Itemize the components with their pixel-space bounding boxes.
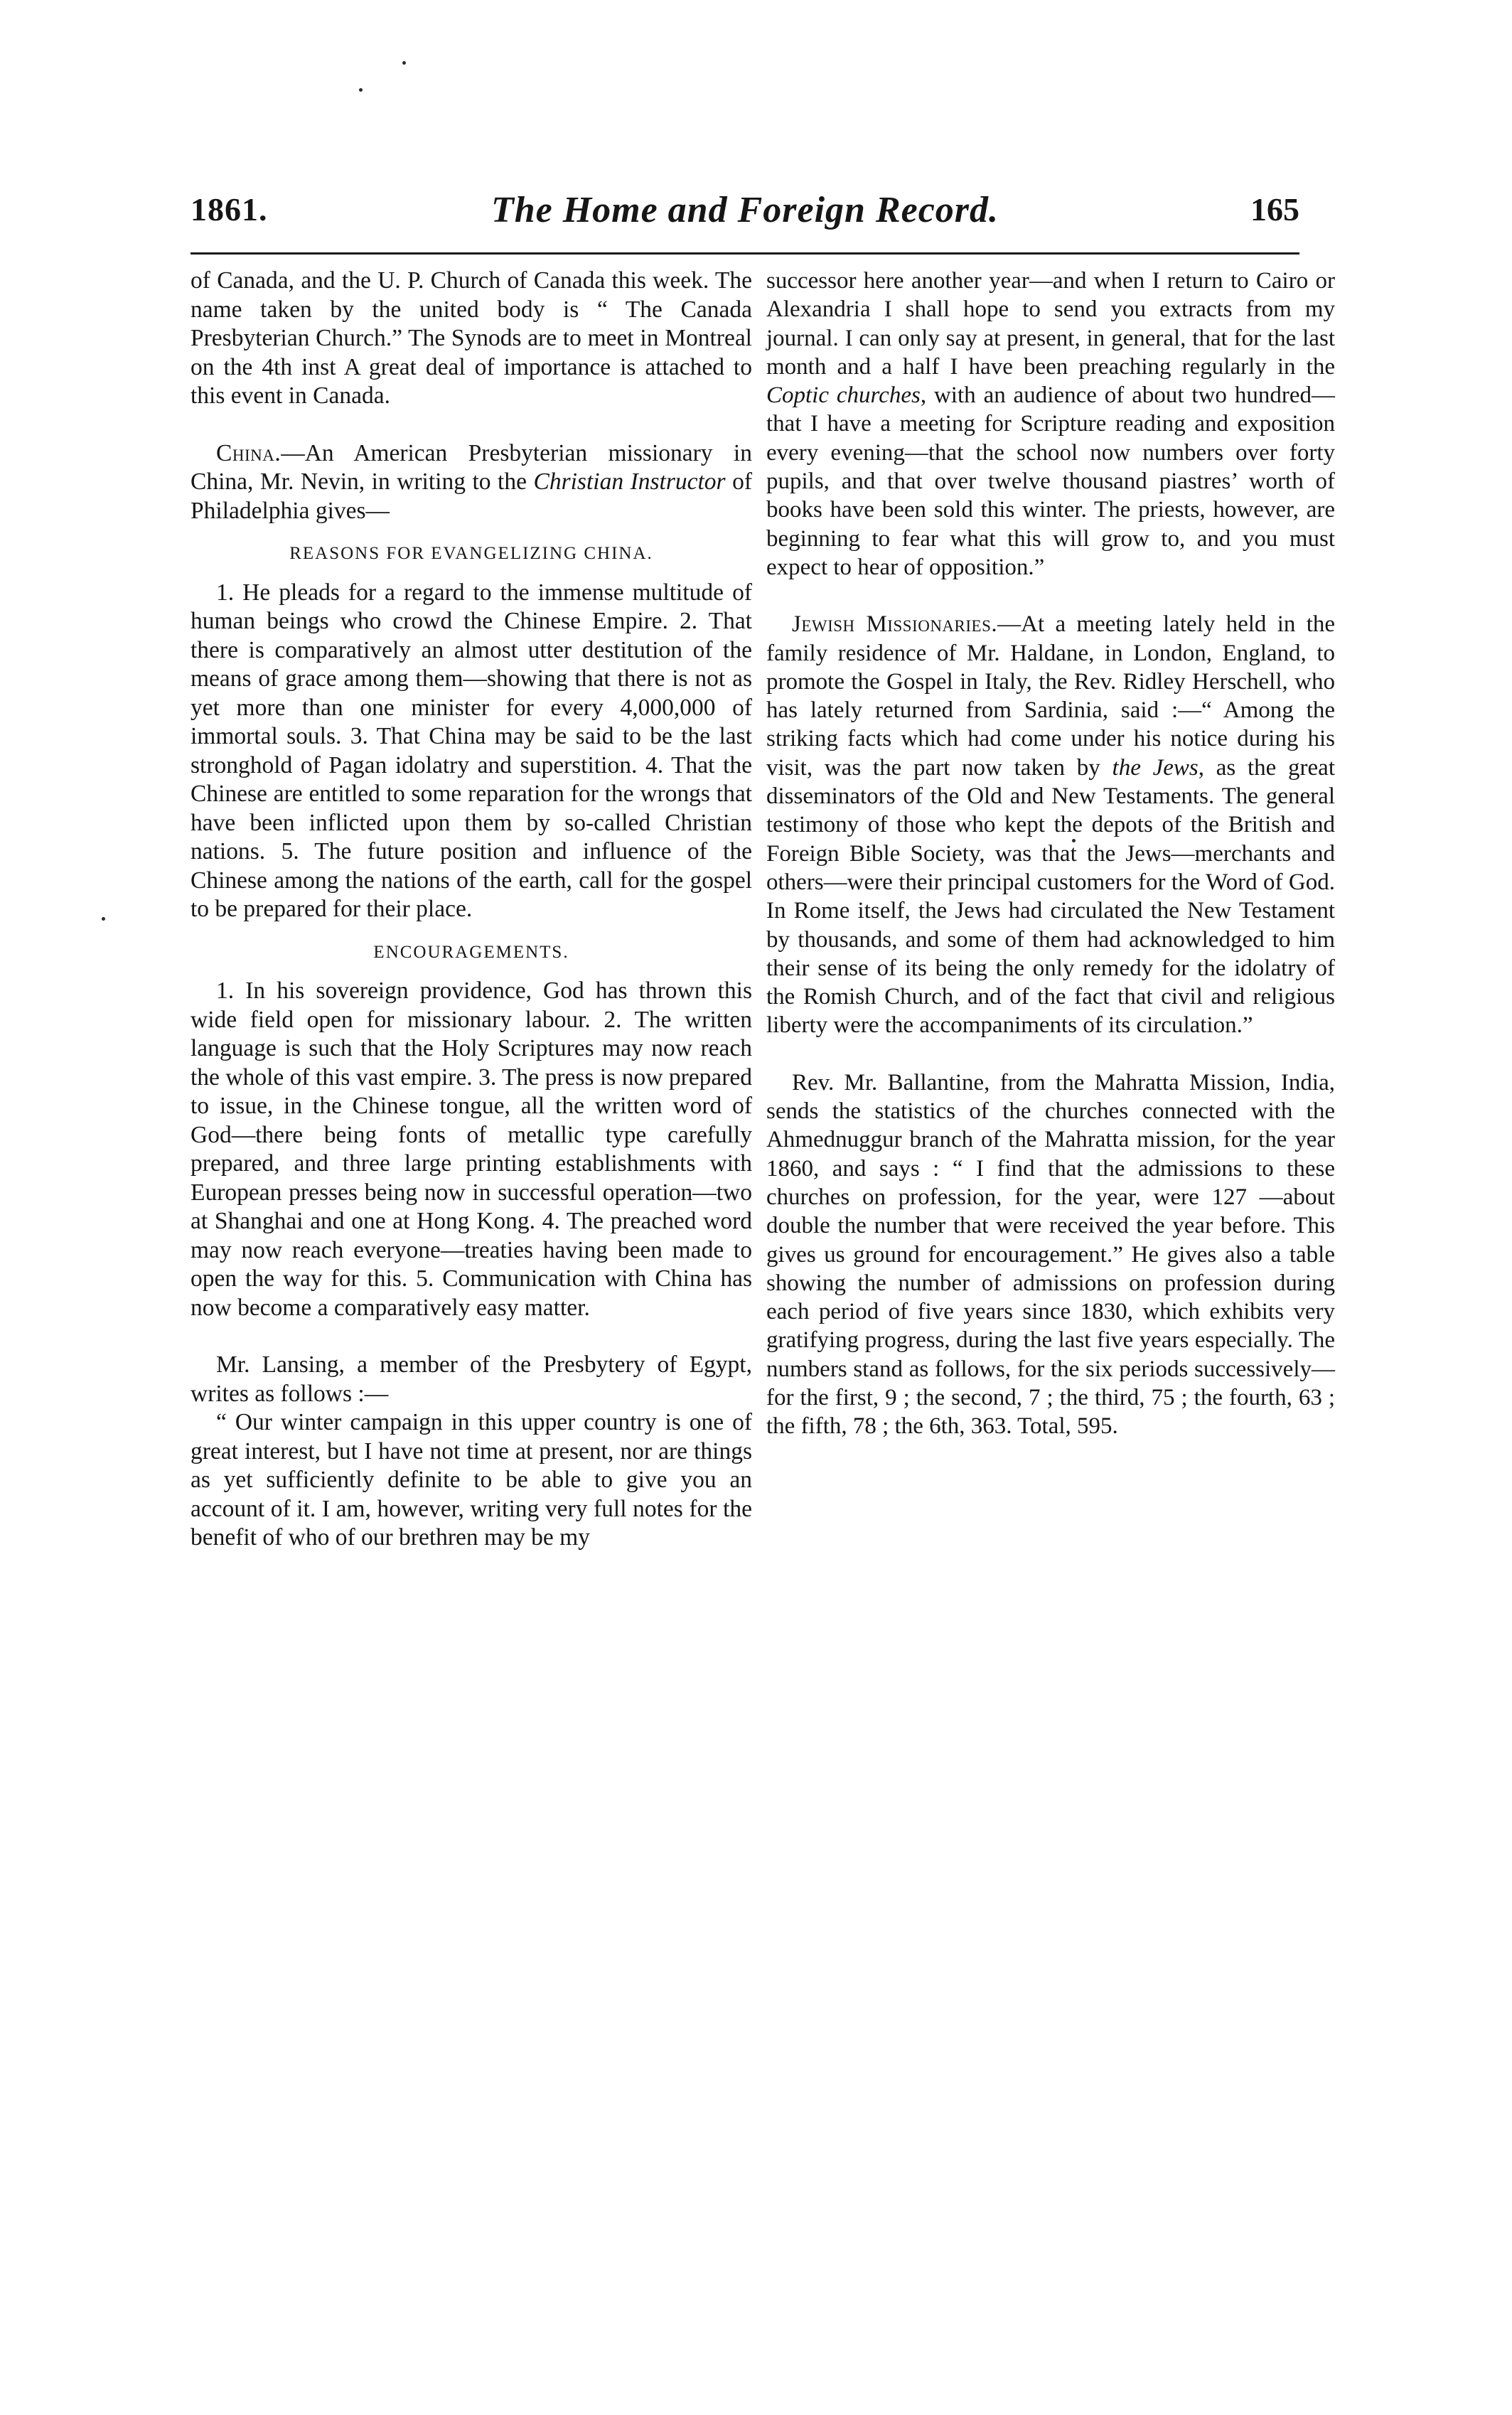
china-text: —An American Presbyterian missionary in China, Mr. Nevin, in writing to the (191, 439, 752, 495)
header-rule (191, 252, 1299, 255)
encouragements-paragraph: 1. In his sovereign providence, God has thrown this wide field open for missionary labour. 2. The written language is such that the Holy Scriptures may now reach the whole of this vast empire. 3. The press is now prepared to issue, in the Chinese tongue, all the written word of God—there being fonts of metallic type carefully prepared, and three large printing establishments with European presses being now in successful operation—two at Shanghai and one at Hong Kong. 4. The preached word may now reach everyone—treaties having been made to open the way for this. 5. Communication with China has now become a comparatively easy matter. (191, 978, 752, 1321)
subhead-reasons: REASONS FOR EVANGELIZING CHINA. (289, 544, 653, 563)
subhead-encouragements: ENCOURAGEMENTS. (373, 942, 569, 962)
ink-speck (359, 88, 363, 92)
reasons-paragraph: 1. He pleads for a regard to the immense multitude of human beings who crowd the Chinese Empire. 2. That there is comparatively an almost utter destitution of the means of grace among them—showing that there is not as yet more than one minister for every 4,000,000 of immortal souls. 3. That China may be said to be the last stronghold of Pagan idolatry and superstition. 4. That the Chinese are entitled to some reparation for the wrongs that have been inflicted upon them by so-called Christian nations. 5. The future position and influence of the Chinese among the nations of the earth, call for the gospel to be prepared for their place. (191, 579, 752, 922)
lansing-quote-start: “ Our winter campaign in this upper country is one of great interest, but I have not time at present, nor are things as yet sufficiently definite to be able to give you an account of it. I am, however, writing very full notes for the benefit of who of our brethren may be my (191, 1409, 752, 1551)
lansing-quote-continued (766, 267, 1335, 582)
quote-cont-text: successor here another year—and when I return to Cairo or Alexandria I shall hope to send you extracts from my journal. I can only say at present, in general, that for the last month and a half I have been preaching regularly in the (766, 268, 1335, 380)
jewish-missionaries-lead: Jewish Missionaries. (792, 611, 998, 638)
ballantine-paragraph: Rev. Mr. Ballantine, from the Mahratta Mission, India, sends the statistics of the churches connected with the Ahmednuggur branch of the Mahratta mission, for the year 1860, and says : “ I find that the admissions to these churches on profession, for the year, were 127 —about double the number that were received the year before. This gives us ground for encouragement.” He gives also a table showing the number of admissions on profession during each period of five years since 1830, which exhibits very gratifying progress, during the last five years especially. The numbers stand as follows, for the six periods successively—for the first, 9 ; the second, 7 ; the third, 75 ; the fourth, 63 ; the fifth, 78 ; the 6th, 363. Total, 595. (766, 1069, 1335, 1440)
coptic-churches-italic: Coptic churches (766, 382, 921, 409)
china-text-end: of Philadelphia gives— (191, 468, 753, 524)
china-lead: China. (216, 439, 282, 466)
jewish-missionaries-paragraph (766, 610, 1335, 1039)
the-jews-italic: the Jews (1112, 754, 1199, 781)
ink-speck (102, 917, 105, 921)
jewish-text-end: , as the great disseminators of the Old and New Testaments. The general testimony of those who kept the depots of the British and Foreign Bible Society, was that the Jews—merchants and others—were their principal customers for the Word of God. In Rome itself, the Jews had circulated the New Testament by thousands, and some of them had acknowledged to him their sense of its being the only remedy for the idolatry of the Romish Church, and of the fact that civil and religious liberty were the accompaniments of its circulation.” (766, 754, 1336, 1039)
canada-paragraph: of Canada, and the U. P. Church of Canada this week. The name taken by the united body is “ The Canada Presbyterian Church.” The Synods are to meet in Montreal on the 4th inst A great deal of importance is attached to this event in Canada. (191, 267, 752, 409)
right-column (766, 267, 1335, 1441)
left-column (191, 267, 752, 1553)
header-title: The Home and Foreign Record. (490, 190, 999, 230)
lansing-paragraph: Mr. Lansing, a member of the Presbytery of Egypt, writes as follows :— (191, 1351, 752, 1407)
header-year: 1861. (191, 191, 268, 227)
running-head (191, 191, 1299, 245)
header-page-number: 165 (1250, 191, 1299, 227)
jewish-text: —At a meeting lately held in the family residence of Mr. Haldane, in London, England, to promote the Gospel in Italy, the Rev. Ridley Herschell, who has lately returned from Sardinia, said :—“ Among the striking facts which had come under his notice during his visit, was the part now taken by (766, 611, 1336, 781)
christian-instructor-title: Christian Instructor (533, 468, 726, 495)
quote-cont-text-end: , with an audience of about two hundred—that I have a meeting for Scripture reading and exposition every evening—that the school now numbers over forty pupils, and that over twelve thousand piastres’ worth of books have been sold this winter. The priests, however, are beginning to fear what this will grow to, and you must expect to hear of opposition.” (766, 382, 1335, 580)
china-paragraph (191, 439, 752, 526)
ink-speck (402, 61, 406, 65)
